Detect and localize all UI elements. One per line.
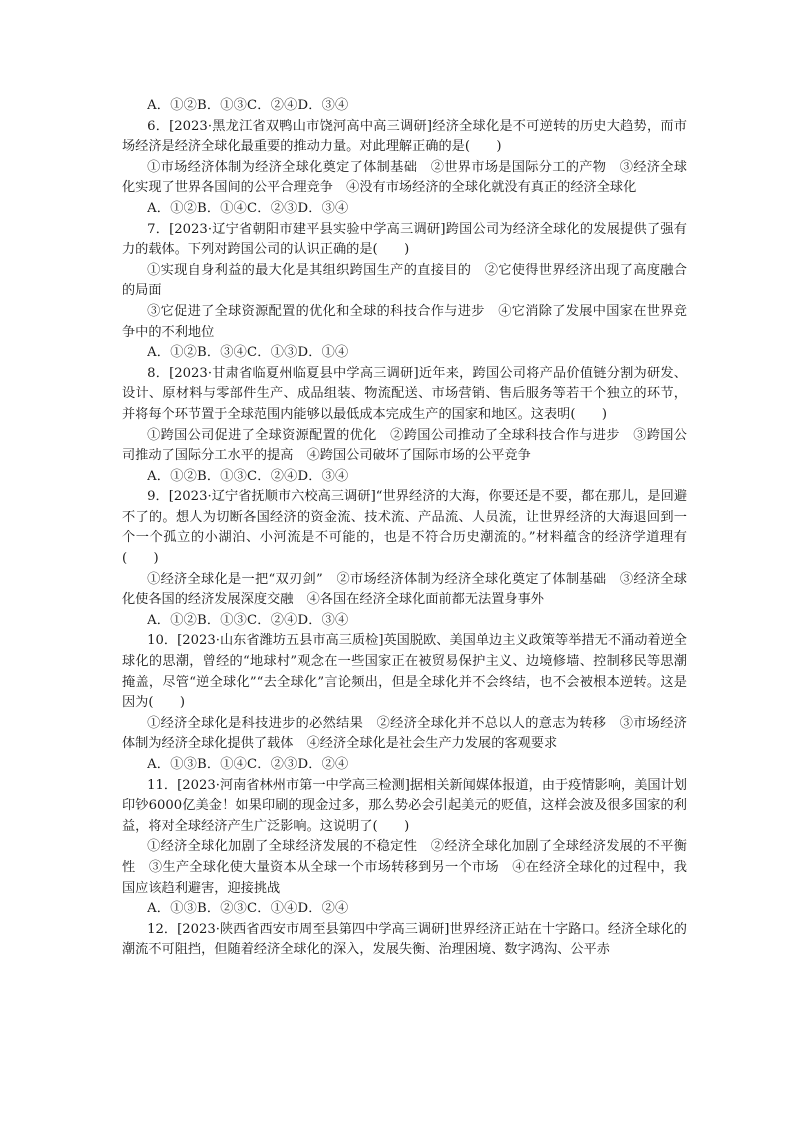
document-page [122,96,687,961]
question-11-statements: ①经济全球化加剧了全球经济发展的不稳定性 ②经济全球化加剧了全球经济发展的不平衡性 ③生产全球化使大量资本从全球一个市场转移到另一个市场 ④在经济全球化的过程中，我国应该趋利避害，迎接挑战 [122,839,687,896]
answer-options-q6: A．①②B．①④C．②③D．③④ [147,200,349,216]
answer-options-q11: A．①③B．②③C．①④D．②④ [147,901,349,917]
question-6-stem: 6．[2023·黑龙江省双鸭山市饶河高中高三调研]经济全球化是不可逆转的历史大趋势，而市场经济是经济全球化最重要的推动力量。对此理解正确的是( ) [122,118,687,155]
question-7-stem: 7．[2023·辽宁省朝阳市建平县实验中学高三调研]跨国公司为经济全球化的发展提供了强有力的载体。下列对跨国公司的认识正确的是( ) [122,221,687,258]
question-8-stem: 8．[2023·甘肃省临夏州临夏县中学高三调研]近年来，跨国公司将产品价值链分割为研发、设计、原材料与零部件生产、成品组装、物流配送、市场营销、售后服务等若干个独立的环节，并将每个环节置于全球范围内能够以最低成本完成生产的国家和地区。这表明( ) [122,365,687,422]
answer-options-q9: A．①②B．①③C．②④D．③④ [147,612,349,628]
answer-options-q5: A．①②B．①③C．②④D．③④ [147,98,349,113]
answer-options-q8: A．①②B．①③C．②④D．③④ [147,468,349,484]
question-11-stem: 11．[2023·河南省林州市第一中学高三检测]据相关新闻媒体报道，由于疫情影响，美国计划印钞6000亿美金！如果印刷的现金过多，那么势必会引起美元的贬值，这样会波及很多国家的利益，将对全球经济产生广泛影响。这说明了( ) [122,777,687,834]
answer-options-q10: A．①③B．①④C．②③D．②④ [147,757,349,772]
question-9-statements: ①经济全球化是一把“双刃剑” ②市场经济体制为经济全球化奠定了体制基础 ③经济全球化使各国的经济发展深度交融 ④各国在经济全球化面前都无法置身事外 [122,571,687,608]
question-7-statements-b: ③它促进了全球资源配置的优化和全球的科技合作与进步 ④它消除了发展中国家在世界竞争中的不利地位 [122,303,687,340]
question-7-statements-a: ①实现自身利益的最大化是其组织跨国生产的直接目的 ②它使得世界经济出现了高度融合的局面 [122,262,687,299]
question-9-stem: 9．[2023·辽宁省抚顺市六校高三调研]“世界经济的大海，你要还是不要，都在那儿，是回避不了的。想人为切断各国经济的资金流、技术流、产品流、人员流，让世界经济的大海退回到一个一个孤立的小湖泊、小河流是不可能的，也是不符合历史潮流的。”材料蕴含的经济学道理有( ) [122,489,687,567]
answer-options-q7: A．①②B．③④C．①③D．①④ [147,345,349,361]
question-8-statements: ①跨国公司促进了全球资源配置的优化 ②跨国公司推动了全球科技合作与进步 ③跨国公司推动了国际分工水平的提高 ④跨国公司破坏了国际市场的公平竞争 [122,427,687,464]
question-6-statements: ①市场经济体制为经济全球化奠定了体制基础 ②世界市场是国际分工的产物 ③经济全球化实现了世界各国间的公平合理竞争 ④没有市场经济的全球化就没有真正的经济全球化 [122,159,687,196]
question-12-stem: 12．[2023·陕西省西安市周至县第四中学高三调研]世界经济正站在十字路口。经济全球化的潮流不可阻挡，但随着经济全球化的深入，发展失衡、治理困境、数字鸿沟、公平赤 [122,921,687,958]
question-10-stem: 10．[2023·山东省潍坊五县市高三质检]英国脱欧、美国单边主义政策等举措无不涌动着逆全球化的思潮，曾经的“地球村”观念在一些国家正在被贸易保护主义、边境修墙、控制移民等思潮掩盖，尽管“逆全球化”“去全球化”言论频出，但是全球化并不会终结，也不会被根本逆转。这是因为( ) [122,633,687,711]
question-10-statements: ①经济全球化是科技进步的必然结果 ②经济全球化并不总以人的意志为转移 ③市场经济体制为经济全球化提供了载体 ④经济全球化是社会生产力发展的客观要求 [122,715,687,752]
